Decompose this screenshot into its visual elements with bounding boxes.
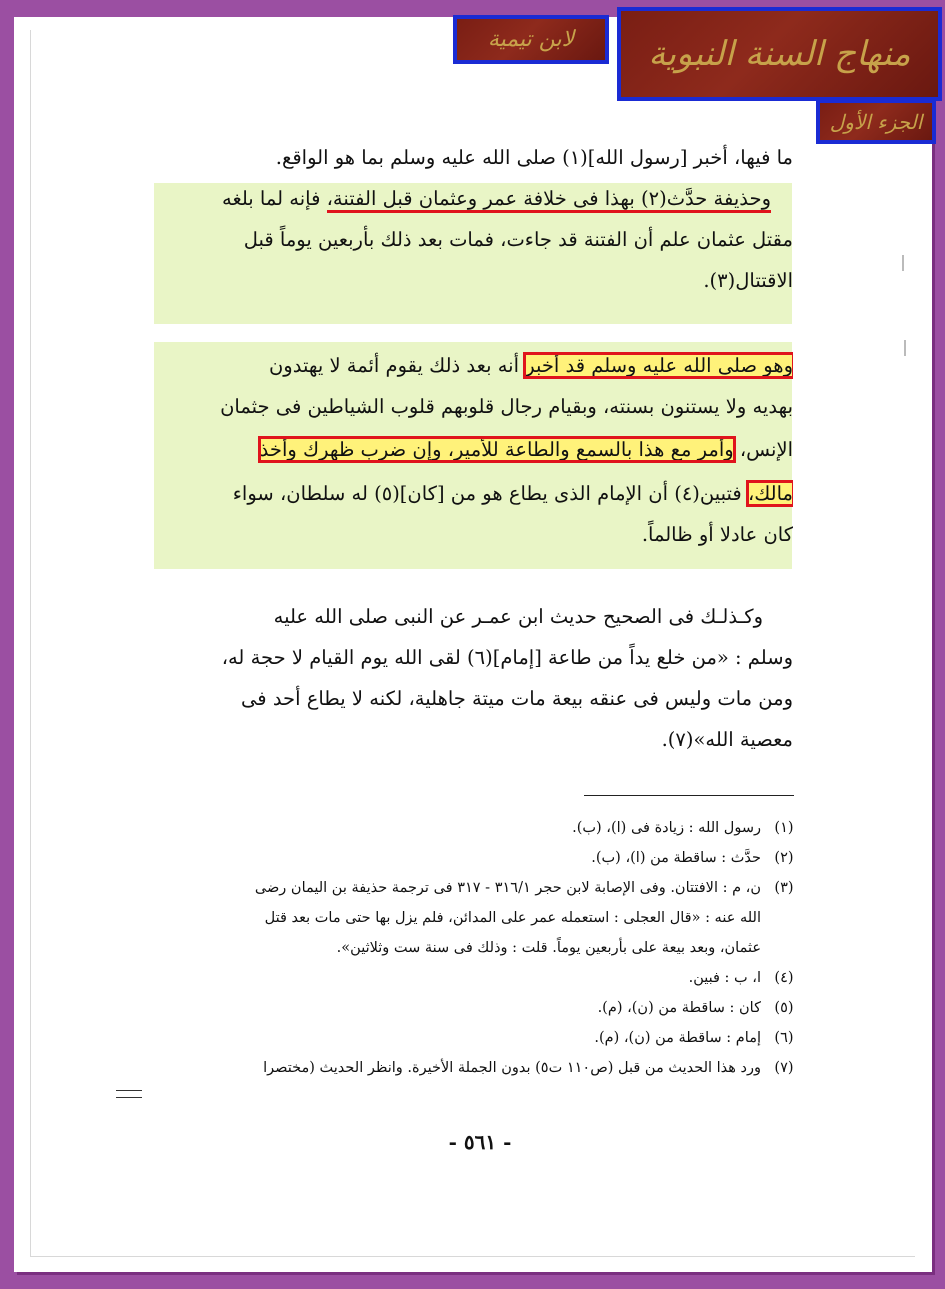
footnote-continuation: عثمان، وبعد بيعة على بأربعين يوماً. قلت : وذلك فى سنة ست وثلاثين». — [336, 940, 761, 956]
footnote-separator — [584, 795, 794, 796]
footnote-text: ا، ب : فبين. — [688, 970, 761, 986]
footnote-row — [162, 993, 807, 1023]
footnote-text: حدَّث : ساقطة من (ا)، (ب). — [591, 850, 761, 866]
footnote-row — [162, 813, 807, 843]
text-span: أنه بعد ذلك يقوم أئمة لا يهتدون — [268, 354, 519, 377]
footnote-row — [162, 963, 807, 993]
boxed-phrase: وهو صلى الله عليه وسلم قد أخبر — [525, 354, 793, 377]
footnote-continuation: الله عنه : «قال العجلى : استعمله عمر على المدائن، فلم يزل بها حتى مات بعد قتل — [264, 910, 761, 926]
text-line — [158, 427, 793, 473]
text-span: فتبين(٤) أن الإمام الذى يطاع هو من [كان](٥) له سلطان، سواء — [232, 482, 742, 505]
footnote-text: رسول الله : زيادة فى (ا)، (ب). — [572, 820, 761, 836]
text-line: بهديه ولا يستنون بسنته، وبقيام رجال قلوبهم قلوب الشياطين فى جثمان — [220, 395, 793, 418]
footnote-number: (٥) — [774, 1000, 794, 1016]
footnote-text: ن، م : الافتتان. وفى الإصابة لابن حجر ٣١٦/١ - ٣١٧ فى ترجمة حذيفة بن اليمان رضى — [254, 880, 761, 896]
text-span: فإنه لما بلغه — [221, 187, 321, 210]
body-text-3 — [158, 596, 793, 760]
footnote-number: (٤) — [774, 970, 794, 986]
boxed-phrase: وأمر مع هذا بالسمع والطاعة للأمير، وإن ضرب ظهرك وأخذ — [259, 438, 734, 461]
volume-label: الجزء الأول — [829, 109, 923, 134]
footnotes — [162, 813, 807, 1083]
text-line — [158, 473, 793, 514]
body-text-2 — [158, 345, 793, 555]
text-line: معصية الله»(٧). — [661, 728, 793, 751]
footnote-text: ورد هذا الحديث من قبل (ص١١٠ ت٥) بدون الجملة الأخيرة. وانظر الحديث (مختصرا — [263, 1060, 761, 1076]
footnote-text: إمام : ساقطة من (ن)، (م). — [594, 1030, 761, 1046]
scan-mark — [904, 340, 906, 356]
page-number: - ٥٦١ - — [448, 1130, 512, 1154]
text-line: ما فيها، أخبر [رسول الله](١) صلى الله عليه وسلم بما هو الواقع. — [275, 146, 793, 169]
text-line: وكـذلـك فى الصحيح حديث ابن عمـر عن النبى صلى الله عليه — [273, 605, 763, 628]
underlined-phrase: وحذيفة حدَّث(٢) بهذا فى خلافة عمر وعثمان قبل الفتنة، — [327, 187, 771, 213]
text-line: كان عادلا أو ظالماً. — [641, 523, 793, 546]
boxed-phrase: مالك، — [747, 482, 793, 505]
footnote-number: (٦) — [774, 1030, 794, 1046]
book-title-plaque — [617, 7, 942, 101]
footnote-number: (٢) — [774, 850, 794, 866]
margin-mark — [116, 1090, 142, 1098]
footnote-number: (٣) — [774, 880, 794, 896]
footnote-text: كان : ساقطة من (ن)، (م). — [597, 1000, 761, 1016]
text-span: الإنس، — [739, 438, 793, 461]
text-line — [158, 178, 793, 219]
book-title: منهاج السنة النبوية — [648, 34, 911, 74]
text-line: مقتل عثمان علم أن الفتنة قد جاءت، فمات بعد ذلك بأربعين يوماً قبل — [243, 228, 793, 251]
author-name: لابن تيمية — [487, 27, 575, 52]
footnote-number: (١) — [774, 820, 794, 836]
author-plaque — [453, 15, 609, 64]
scan-mark — [902, 255, 904, 271]
footnote-row — [162, 1053, 807, 1083]
footnote-row — [162, 873, 807, 903]
text-line — [158, 345, 793, 386]
text-line: ومن مات وليس فى عنقه بيعة مات ميتة جاهلية، لكنه لا يطاع أحد فى — [241, 687, 793, 710]
footnote-row — [162, 843, 807, 873]
footnote-row — [162, 1023, 807, 1053]
body-text — [158, 137, 793, 301]
text-line: الاقتتال(٣). — [703, 269, 793, 292]
footnote-number: (٧) — [774, 1060, 794, 1076]
text-line: وسلم : «من خلع يداً من طاعة [إمام](٦) لقى الله يوم القيام لا حجة له، — [221, 646, 793, 669]
volume-plaque — [816, 99, 936, 144]
